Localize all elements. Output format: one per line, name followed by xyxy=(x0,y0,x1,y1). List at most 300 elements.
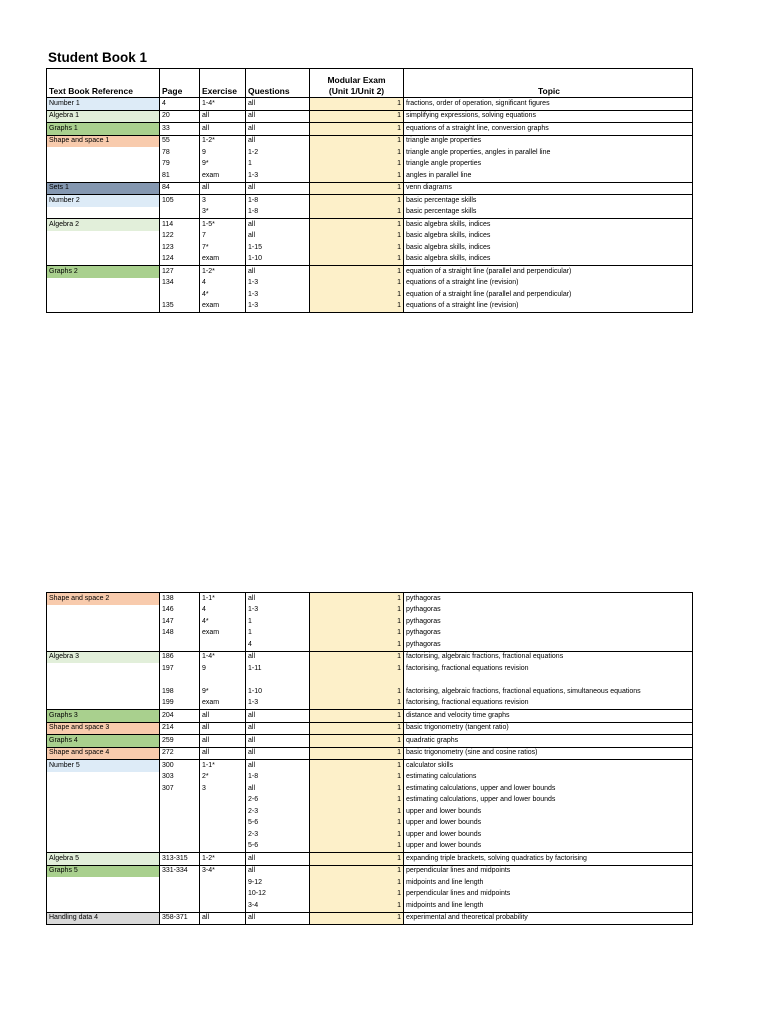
reference-cell xyxy=(47,806,160,818)
table-row xyxy=(47,900,693,912)
reference-cell xyxy=(47,207,160,219)
reference-cell xyxy=(47,829,160,841)
questions-cell: 1-8 xyxy=(246,195,310,207)
modular-exam-cell: 1 xyxy=(310,829,404,841)
reference-cell: Graphs 3 xyxy=(47,710,160,723)
reference-cell xyxy=(47,795,160,807)
questions-cell: 1-8 xyxy=(246,207,310,219)
table-row xyxy=(47,795,693,807)
schedule-table-part-1 xyxy=(46,68,693,313)
page-cell: 122 xyxy=(160,231,200,243)
table-row xyxy=(47,783,693,795)
page-cell: 78 xyxy=(160,147,200,159)
page-cell: 55 xyxy=(160,135,200,147)
table-row xyxy=(47,182,693,195)
questions-cell: 1-10 xyxy=(246,254,310,266)
page-cell xyxy=(160,806,200,818)
page-cell: 300 xyxy=(160,760,200,772)
topic-cell: equations of a straight line (revision) xyxy=(404,278,693,290)
header-page: Page xyxy=(160,69,200,98)
table-row xyxy=(47,616,693,628)
reference-cell xyxy=(47,147,160,159)
topic-cell: upper and lower bounds xyxy=(404,841,693,853)
questions-cell: all xyxy=(246,219,310,231)
table-row xyxy=(47,912,693,925)
modular-exam-cell: 1 xyxy=(310,639,404,651)
table-row xyxy=(47,147,693,159)
exercise-cell: 3 xyxy=(200,195,246,207)
topic-cell: basic percentage skills xyxy=(404,195,693,207)
topic-cell: basic algebra skills, indices xyxy=(404,242,693,254)
page-cell: 259 xyxy=(160,735,200,748)
page-cell xyxy=(160,841,200,853)
modular-exam-cell: 1 xyxy=(310,110,404,123)
page-cell: 186 xyxy=(160,651,200,663)
topic-cell: quadratic graphs xyxy=(404,735,693,748)
page-cell xyxy=(160,900,200,912)
header-modular-line-1: Modular Exam xyxy=(327,75,386,85)
exercise-cell: all xyxy=(200,710,246,723)
topic-cell: estimating calculations xyxy=(404,772,693,784)
table-row xyxy=(47,231,693,243)
topic-cell: midpoints and line length xyxy=(404,877,693,889)
modular-exam-cell: 1 xyxy=(310,747,404,760)
table-row xyxy=(47,123,693,136)
header-questions: Questions xyxy=(246,69,310,98)
modular-exam-cell: 1 xyxy=(310,182,404,195)
topic-cell: experimental and theoretical probability xyxy=(404,912,693,925)
exercise-cell: all xyxy=(200,912,246,925)
reference-cell: Graphs 1 xyxy=(47,123,160,136)
modular-exam-cell: 1 xyxy=(310,877,404,889)
exercise-cell: 3-4* xyxy=(200,865,246,877)
questions-cell: 1-3 xyxy=(246,605,310,617)
header-row xyxy=(47,69,693,98)
table-row xyxy=(47,289,693,301)
questions-cell: all xyxy=(246,865,310,877)
exercise-cell: 3* xyxy=(200,207,246,219)
table-row xyxy=(47,628,693,640)
modular-exam-cell: 1 xyxy=(310,912,404,925)
modular-exam-cell: 1 xyxy=(310,663,404,675)
table-row xyxy=(47,651,693,663)
reference-cell: Number 5 xyxy=(47,760,160,772)
questions-cell: all xyxy=(246,710,310,723)
exercise-cell: 1-1* xyxy=(200,593,246,605)
table-row xyxy=(47,829,693,841)
page-cell: 331-334 xyxy=(160,865,200,877)
page-cell: 123 xyxy=(160,242,200,254)
questions-cell: 10-12 xyxy=(246,889,310,901)
exercise-cell: exam xyxy=(200,254,246,266)
page-cell: 134 xyxy=(160,278,200,290)
modular-exam-cell: 1 xyxy=(310,651,404,663)
exercise-cell: 1-4* xyxy=(200,98,246,111)
page-cell: 79 xyxy=(160,159,200,171)
modular-exam-cell: 1 xyxy=(310,159,404,171)
table-row xyxy=(47,698,693,710)
topic-cell: basic trigonometry (tangent ratio) xyxy=(404,722,693,735)
topic-cell: venn diagrams xyxy=(404,182,693,195)
exercise-cell xyxy=(200,639,246,651)
questions-cell: 2-3 xyxy=(246,829,310,841)
exercise-cell: exam xyxy=(200,628,246,640)
page-cell: 138 xyxy=(160,593,200,605)
topic-cell: upper and lower bounds xyxy=(404,818,693,830)
exercise-cell: 1-1* xyxy=(200,760,246,772)
modular-exam-cell: 1 xyxy=(310,301,404,313)
exercise-cell xyxy=(200,806,246,818)
questions-cell: all xyxy=(246,123,310,136)
table-row xyxy=(47,605,693,617)
reference-cell: Shape and space 1 xyxy=(47,135,160,147)
table-row xyxy=(47,735,693,748)
questions-cell: all xyxy=(246,735,310,748)
page-cell xyxy=(160,207,200,219)
page-cell: 272 xyxy=(160,747,200,760)
reference-cell: Sets 1 xyxy=(47,182,160,195)
table-row xyxy=(47,195,693,207)
reference-cell xyxy=(47,818,160,830)
modular-exam-cell: 1 xyxy=(310,628,404,640)
questions-cell: 1-3 xyxy=(246,170,310,182)
topic-cell: expanding triple brackets, solving quadratics by factorising xyxy=(404,853,693,866)
table-row xyxy=(47,110,693,123)
table-row xyxy=(47,639,693,651)
questions-cell: 3-4 xyxy=(246,900,310,912)
exercise-cell: exam xyxy=(200,301,246,313)
questions-cell: 1 xyxy=(246,628,310,640)
exercise-cell: all xyxy=(200,722,246,735)
reference-cell xyxy=(47,605,160,617)
questions-cell: 5-6 xyxy=(246,818,310,830)
exercise-cell xyxy=(200,795,246,807)
topic-cell: perpendicular lines and midpoints xyxy=(404,865,693,877)
reference-cell xyxy=(47,242,160,254)
page-cell: 114 xyxy=(160,219,200,231)
topic-cell: estimating calculations, upper and lower bounds xyxy=(404,783,693,795)
reference-cell: Graphs 4 xyxy=(47,735,160,748)
questions-cell: all xyxy=(246,760,310,772)
exercise-cell: all xyxy=(200,110,246,123)
table-row xyxy=(47,747,693,760)
modular-exam-cell: 1 xyxy=(310,123,404,136)
page-cell xyxy=(160,818,200,830)
header-text-book-reference: Text Book Reference xyxy=(47,69,160,98)
exercise-cell: 4* xyxy=(200,289,246,301)
page-cell: 20 xyxy=(160,110,200,123)
table-row xyxy=(47,266,693,278)
page-cell: 204 xyxy=(160,710,200,723)
exercise-cell: 4 xyxy=(200,278,246,290)
topic-cell: distance and velocity time graphs xyxy=(404,710,693,723)
modular-exam-cell: 1 xyxy=(310,98,404,111)
topic-cell: factorising, fractional equations revision xyxy=(404,663,693,675)
page-cell: 148 xyxy=(160,628,200,640)
exercise-cell xyxy=(200,900,246,912)
table-row xyxy=(47,686,693,698)
header-topic: Topic xyxy=(404,69,693,98)
exercise-cell: 1-5* xyxy=(200,219,246,231)
exercise-cell: exam xyxy=(200,170,246,182)
exercise-cell: 1-4* xyxy=(200,651,246,663)
questions-cell: all xyxy=(246,110,310,123)
topic-cell: pythagoras xyxy=(404,628,693,640)
modular-exam-cell: 1 xyxy=(310,783,404,795)
topic-cell: estimating calculations, upper and lower bounds xyxy=(404,795,693,807)
topic-cell: basic algebra skills, indices xyxy=(404,219,693,231)
modular-exam-cell: 1 xyxy=(310,865,404,877)
topic-cell: pythagoras xyxy=(404,605,693,617)
empty-cell xyxy=(160,675,200,687)
topic-cell: basic algebra skills, indices xyxy=(404,231,693,243)
schedule-table-part-2 xyxy=(46,592,693,925)
questions-cell: 5-6 xyxy=(246,841,310,853)
page-cell: 105 xyxy=(160,195,200,207)
page-cell: 146 xyxy=(160,605,200,617)
page-cell xyxy=(160,889,200,901)
page-cell xyxy=(160,639,200,651)
reference-cell: Number 2 xyxy=(47,195,160,207)
table-row xyxy=(47,889,693,901)
questions-cell: 1-3 xyxy=(246,698,310,710)
topic-cell: triangle angle properties, angles in parallel line xyxy=(404,147,693,159)
page-cell: 81 xyxy=(160,170,200,182)
modular-exam-cell: 1 xyxy=(310,889,404,901)
header-modular-exam xyxy=(310,69,404,98)
exercise-cell: 1-2* xyxy=(200,266,246,278)
page-cell xyxy=(160,289,200,301)
page-cell: 4 xyxy=(160,98,200,111)
exercise-cell: all xyxy=(200,747,246,760)
topic-cell: midpoints and line length xyxy=(404,900,693,912)
table-row xyxy=(47,207,693,219)
modular-exam-cell: 1 xyxy=(310,722,404,735)
exercise-cell xyxy=(200,841,246,853)
questions-cell: 1-3 xyxy=(246,289,310,301)
exercise-cell: exam xyxy=(200,698,246,710)
header-modular-line-2: (Unit 1/Unit 2) xyxy=(328,86,385,96)
table-row xyxy=(47,772,693,784)
empty-cell xyxy=(200,675,246,687)
modular-exam-cell: 1 xyxy=(310,135,404,147)
questions-cell: 1-11 xyxy=(246,663,310,675)
topic-cell: pythagoras xyxy=(404,639,693,651)
topic-cell: triangle angle properties xyxy=(404,159,693,171)
empty-cell xyxy=(47,675,160,687)
topic-cell: simplifying expressions, solving equations xyxy=(404,110,693,123)
exercise-cell xyxy=(200,889,246,901)
page-cell: 303 xyxy=(160,772,200,784)
questions-cell: 9-12 xyxy=(246,877,310,889)
questions-cell: 1-8 xyxy=(246,772,310,784)
page-cell xyxy=(160,829,200,841)
reference-cell: Algebra 2 xyxy=(47,219,160,231)
reference-cell xyxy=(47,663,160,675)
reference-cell xyxy=(47,841,160,853)
table-row xyxy=(47,159,693,171)
questions-cell: 1-2 xyxy=(246,147,310,159)
exercise-cell: 3 xyxy=(200,783,246,795)
topic-cell: basic algebra skills, indices xyxy=(404,254,693,266)
page-cell: 313-315 xyxy=(160,853,200,866)
reference-cell: Algebra 1 xyxy=(47,110,160,123)
exercise-cell: all xyxy=(200,123,246,136)
modular-exam-cell: 1 xyxy=(310,900,404,912)
table-row xyxy=(47,818,693,830)
topic-cell: basic percentage skills xyxy=(404,207,693,219)
modular-exam-cell: 1 xyxy=(310,219,404,231)
reference-cell xyxy=(47,889,160,901)
modular-exam-cell: 1 xyxy=(310,710,404,723)
page-cell: 135 xyxy=(160,301,200,313)
questions-cell: 1 xyxy=(246,616,310,628)
modular-exam-cell: 1 xyxy=(310,147,404,159)
page-cell: 197 xyxy=(160,663,200,675)
page-cell: 127 xyxy=(160,266,200,278)
questions-cell: all xyxy=(246,651,310,663)
page-cell: 84 xyxy=(160,182,200,195)
table-row xyxy=(47,135,693,147)
reference-cell: Graphs 5 xyxy=(47,865,160,877)
reference-cell: Number 1 xyxy=(47,98,160,111)
modular-exam-cell: 1 xyxy=(310,686,404,698)
topic-cell: triangle angle properties xyxy=(404,135,693,147)
table-row xyxy=(47,853,693,866)
questions-cell: 1-10 xyxy=(246,686,310,698)
table-row xyxy=(47,278,693,290)
modular-exam-cell: 1 xyxy=(310,195,404,207)
header-exercise: Exercise xyxy=(200,69,246,98)
page-cell: 199 xyxy=(160,698,200,710)
questions-cell: all xyxy=(246,722,310,735)
topic-cell: factorising, algebraic fractions, fractional equations, simultaneous equations xyxy=(404,686,693,698)
table-row xyxy=(47,865,693,877)
reference-cell xyxy=(47,772,160,784)
exercise-cell xyxy=(200,829,246,841)
topic-cell: upper and lower bounds xyxy=(404,829,693,841)
modular-exam-cell: 1 xyxy=(310,698,404,710)
table-row xyxy=(47,663,693,675)
page-cell: 358-371 xyxy=(160,912,200,925)
exercise-cell xyxy=(200,818,246,830)
topic-cell: angles in parallel line xyxy=(404,170,693,182)
page-cell xyxy=(160,877,200,889)
reference-cell: Algebra 3 xyxy=(47,651,160,663)
modular-exam-cell: 1 xyxy=(310,760,404,772)
reference-cell xyxy=(47,900,160,912)
topic-cell: factorising, fractional equations revision xyxy=(404,698,693,710)
topic-cell: calculator skills xyxy=(404,760,693,772)
modular-exam-cell: 1 xyxy=(310,254,404,266)
exercise-cell: 2* xyxy=(200,772,246,784)
table-row xyxy=(47,219,693,231)
table-row xyxy=(47,242,693,254)
reference-cell xyxy=(47,289,160,301)
questions-cell: all xyxy=(246,747,310,760)
exercise-cell: 9 xyxy=(200,663,246,675)
page-cell: 147 xyxy=(160,616,200,628)
table-row xyxy=(47,301,693,313)
topic-cell: basic trigonometry (sine and cosine ratios) xyxy=(404,747,693,760)
reference-cell xyxy=(47,301,160,313)
page-cell: 307 xyxy=(160,783,200,795)
questions-cell: all xyxy=(246,266,310,278)
modular-exam-cell: 1 xyxy=(310,853,404,866)
exercise-cell: all xyxy=(200,735,246,748)
questions-cell: 2-3 xyxy=(246,806,310,818)
questions-cell: all xyxy=(246,593,310,605)
questions-cell: all xyxy=(246,783,310,795)
page-cell: 214 xyxy=(160,722,200,735)
reference-cell: Shape and space 3 xyxy=(47,722,160,735)
modular-exam-cell: 1 xyxy=(310,278,404,290)
topic-cell: pythagoras xyxy=(404,616,693,628)
modular-exam-cell: 1 xyxy=(310,841,404,853)
reference-cell xyxy=(47,616,160,628)
questions-cell: 1-3 xyxy=(246,301,310,313)
topic-cell: equations of a straight line, conversion graphs xyxy=(404,123,693,136)
reference-cell: Shape and space 4 xyxy=(47,747,160,760)
reference-cell xyxy=(47,698,160,710)
topic-cell: upper and lower bounds xyxy=(404,806,693,818)
topic-cell: equation of a straight line (parallel and perpendicular) xyxy=(404,266,693,278)
table-row xyxy=(47,841,693,853)
page-title: Student Book 1 xyxy=(48,50,148,65)
exercise-cell: 1-2* xyxy=(200,135,246,147)
exercise-cell: 1-2* xyxy=(200,853,246,866)
modular-exam-cell: 1 xyxy=(310,605,404,617)
reference-cell xyxy=(47,686,160,698)
reference-cell xyxy=(47,170,160,182)
questions-cell: all xyxy=(246,98,310,111)
page-cell xyxy=(160,795,200,807)
page-cell: 124 xyxy=(160,254,200,266)
questions-cell: all xyxy=(246,912,310,925)
reference-cell xyxy=(47,231,160,243)
modular-exam-cell: 1 xyxy=(310,242,404,254)
exercise-cell: 7* xyxy=(200,242,246,254)
modular-exam-cell: 1 xyxy=(310,735,404,748)
topic-cell: equation of a straight line (parallel and perpendicular) xyxy=(404,289,693,301)
empty-cell xyxy=(246,675,310,687)
modular-exam-cell: 1 xyxy=(310,772,404,784)
reference-cell xyxy=(47,639,160,651)
modular-exam-cell: 1 xyxy=(310,289,404,301)
table-row xyxy=(47,877,693,889)
table-row xyxy=(47,593,693,605)
questions-cell: all xyxy=(246,853,310,866)
modular-exam-cell: 1 xyxy=(310,266,404,278)
modular-exam-cell: 1 xyxy=(310,170,404,182)
table-row xyxy=(47,722,693,735)
reference-cell: Graphs 2 xyxy=(47,266,160,278)
table-row xyxy=(47,170,693,182)
exercise-cell: 9* xyxy=(200,159,246,171)
exercise-cell: 9* xyxy=(200,686,246,698)
reference-cell xyxy=(47,159,160,171)
modular-exam-cell: 1 xyxy=(310,806,404,818)
modular-exam-cell: 1 xyxy=(310,207,404,219)
topic-cell: perpendicular lines and midpoints xyxy=(404,889,693,901)
table-row xyxy=(47,710,693,723)
reference-cell xyxy=(47,278,160,290)
questions-cell: 1-15 xyxy=(246,242,310,254)
reference-cell: Handling data 4 xyxy=(47,912,160,925)
exercise-cell: 7 xyxy=(200,231,246,243)
exercise-cell: 4* xyxy=(200,616,246,628)
table-row xyxy=(47,675,693,687)
